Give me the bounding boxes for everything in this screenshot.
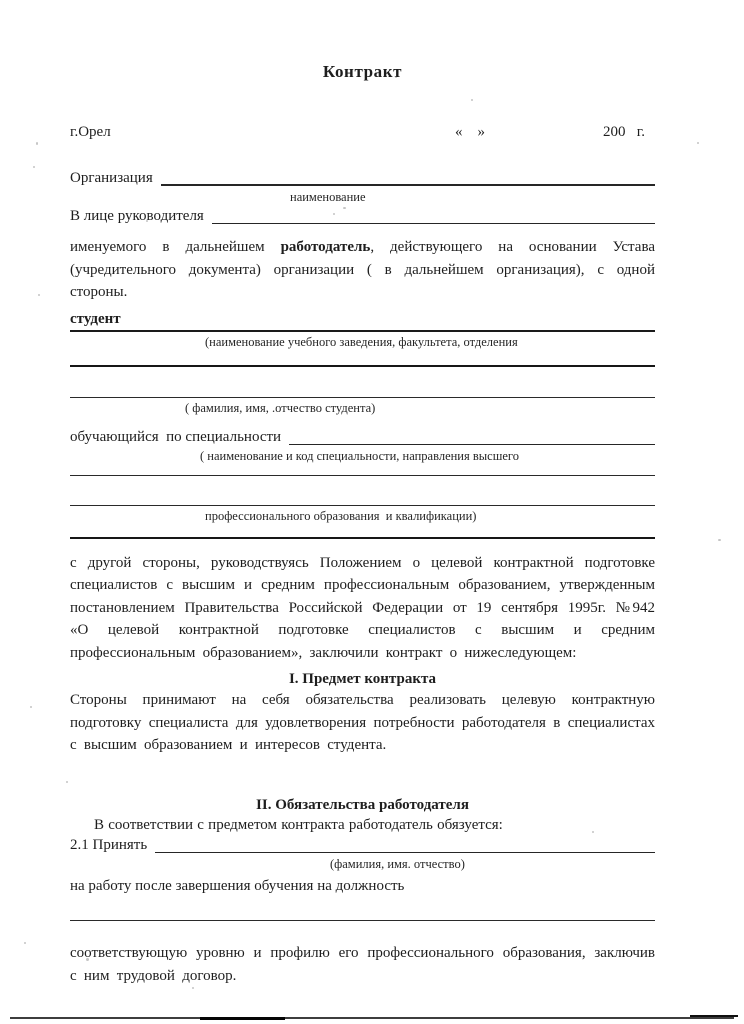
employer-clause-bold: работодатель	[280, 239, 371, 255]
organization-blank-line	[161, 184, 655, 186]
student-name-caption: ( фамилия, имя, .отчество студента)	[185, 400, 376, 415]
section-2-heading: II. Обязательства работодателя	[256, 796, 469, 813]
noise-speck	[718, 539, 721, 541]
clause-2-1-caption: (фамилия, имя. отчество)	[330, 857, 465, 871]
student-label: студент	[70, 310, 121, 327]
clause-2-1-tail: соответствующую уровню и профилю его профессионального образования, заключив с ним трудовой договор.	[70, 945, 655, 984]
director-row	[70, 208, 655, 225]
clause-2-1-text: на работу после завершения обучения на должность	[70, 878, 405, 894]
student-blank-line-1	[70, 365, 655, 367]
employer-clause-after: , действующего на основании Устава (учредительного документа) организации ( в дальнейшем организация), с одной стороны.	[70, 239, 655, 300]
employer-clause-before: именуемого в дальнейшем	[70, 239, 281, 255]
noise-speck	[38, 294, 40, 296]
organization-caption: наименование	[290, 190, 366, 204]
noise-speck	[697, 142, 699, 144]
employer-clause	[70, 236, 655, 304]
noise-speck	[36, 142, 38, 145]
specialty-blank-line-4	[70, 537, 655, 539]
section-1-body: Стороны принимают на себя обязательства реализовать целевую контрактную подготовку специалиста для удовлетворения потребности работодателя в специалистах с высшим образованием и интересов студента.	[70, 692, 655, 753]
specialty-blank-line	[289, 444, 655, 445]
document-content	[70, 0, 655, 987]
clause-2-1-label: 2.1 Принять	[70, 837, 148, 853]
scan-edge-artifact	[10, 1017, 734, 1019]
student-school-caption: (наименование учебного заведения, факультета, отделения	[205, 334, 518, 349]
specialty-caption-1: ( наименование и код специальности, направления высшего	[200, 448, 519, 463]
header-row	[70, 124, 655, 144]
noise-speck	[86, 958, 89, 961]
organization-row	[70, 170, 655, 187]
noise-speck	[24, 942, 26, 944]
date-year: 200 г.	[603, 124, 645, 140]
noise-speck	[30, 706, 32, 708]
noise-speck	[471, 99, 473, 101]
section-1-heading: I. Предмет контракта	[288, 671, 437, 687]
preamble-paragraph: с другой стороны, руководствуясь Положением о целевой контрактной подготовке специалистов с высшим и средним профессиональным образованием, утвержденным постановлением Правительства Российской Федерации от 19 сентября 1995г. №942 «О целевой контрактной подготовке специалистов с высшим и средним профессиональным образованием», заключили контракт о нижеследующем:	[70, 554, 655, 661]
scan-edge-artifact-right	[690, 1015, 738, 1017]
position-blank-line	[70, 920, 655, 921]
director-blank-line	[212, 223, 655, 224]
noise-speck	[333, 213, 335, 215]
noise-speck	[66, 781, 68, 783]
specialty-blank-line-2	[70, 475, 655, 476]
organization-label: Организация	[70, 170, 153, 186]
specialty-caption-2: профессионального образования и квалификации)	[205, 508, 477, 523]
clause-2-1-blank-line	[155, 852, 655, 853]
student-row	[70, 311, 655, 332]
city-label: г.Орел	[70, 124, 111, 140]
director-label: В лице руководителя	[70, 208, 204, 224]
noise-speck	[395, 76, 397, 78]
student-blank-line-2	[70, 397, 655, 398]
noise-speck	[33, 166, 35, 168]
noise-speck	[592, 831, 594, 833]
noise-speck	[343, 207, 346, 209]
section-2-intro: В соответствии с предметом контракта работодатель обязуется:	[94, 816, 503, 833]
noise-speck	[146, 220, 148, 222]
noise-speck	[192, 987, 194, 989]
specialty-blank-line-3	[70, 505, 655, 506]
specialty-label: обучающийся по специальности	[70, 428, 282, 445]
clause-2-1-row	[70, 837, 655, 854]
specialty-row	[70, 429, 655, 446]
date-day-placeholder: « »	[455, 124, 485, 140]
document-title: Контракт	[322, 62, 403, 81]
scan-edge-artifact-thick	[200, 1017, 285, 1020]
